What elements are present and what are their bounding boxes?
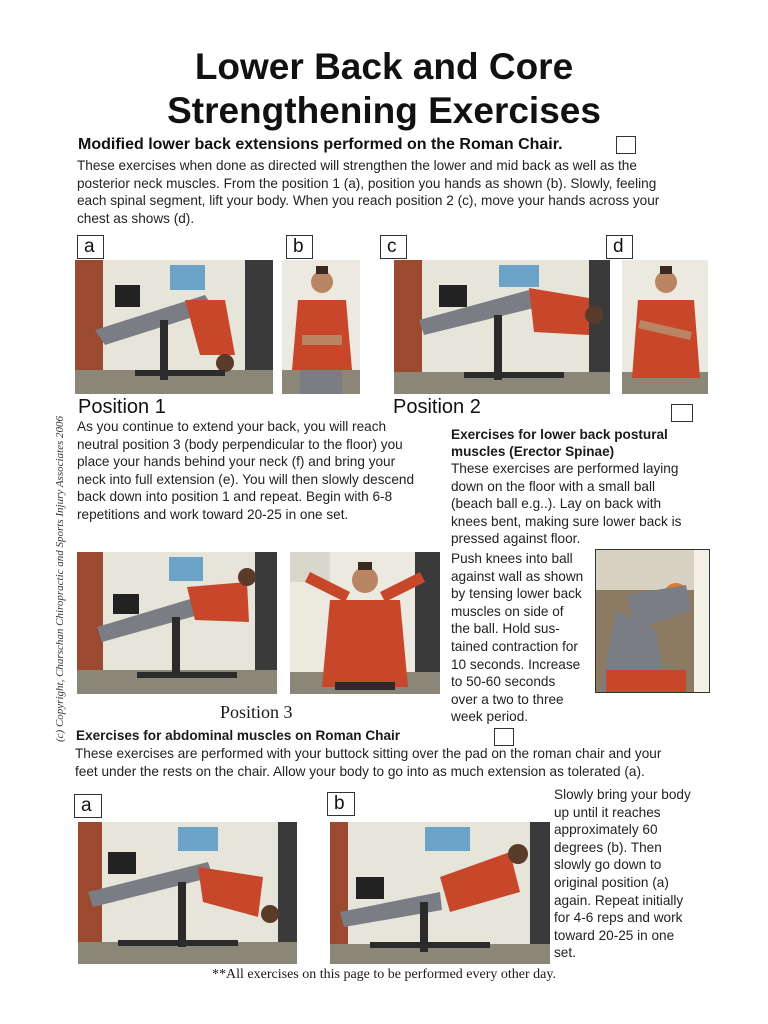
photo-abs-extension <box>78 822 297 964</box>
section2-instructions <box>451 550 593 726</box>
text-line: (beach ball e.g..). Lay on back with <box>451 496 662 512</box>
text-line: These exercises are performed laying <box>451 461 679 476</box>
heading-line: muscles (Erector Spinae) <box>451 444 615 459</box>
photo-d-arms-crossed <box>622 260 708 394</box>
text-line: approximately 60 <box>554 822 658 838</box>
text-line: muscles on side of <box>451 603 564 619</box>
abs-photo-label-b: b <box>327 792 355 816</box>
text-line: neck into full extension (e). You will then slowly descend <box>77 471 415 487</box>
copyright-notice: (c) Copyright, Charschan Chiropractic and Sports Injury Associates 2006 <box>54 415 66 742</box>
section3-heading: Exercises for abdominal muscles on Roman Chair <box>76 728 401 743</box>
text-line: to 50-60 seconds <box>451 674 556 690</box>
text-line: feet under the rests on the chair. Allow your body to go into as much extension as tolerated (a). <box>75 763 645 779</box>
text-line: by tensing lower back <box>451 586 582 602</box>
photo-label-a: a <box>77 235 104 259</box>
text-line: tained contraction for <box>451 638 578 654</box>
text-line: over a two to three <box>451 691 564 707</box>
text-line: These exercises are performed with your buttock sitting over the pad on the roman chair and your <box>75 746 662 761</box>
text-line: for 4-6 reps and work <box>554 910 683 926</box>
photo-position3-hands-behind-neck <box>290 552 440 694</box>
text-line: 10 seconds. Increase <box>451 656 581 672</box>
text-line: slowly go down to <box>554 857 662 873</box>
photo-position3-chair <box>77 552 277 694</box>
section3-checkbox[interactable] <box>494 728 514 746</box>
text-line: back down into position 1 and repeat. Begin with 6-8 <box>77 489 393 505</box>
text-line: against wall as shown <box>451 568 584 584</box>
photo-abs-60-degrees <box>330 822 550 964</box>
photo-a-position1 <box>75 260 273 394</box>
section2-heading <box>451 426 668 460</box>
abs-photo-label-a: a <box>74 794 102 818</box>
section2-checkbox[interactable] <box>671 404 693 422</box>
text-line: These exercises when done as directed will strengthen the lower and mid back as well as the <box>77 158 637 173</box>
position1-label: Position 1 <box>78 396 166 418</box>
text-line: again. Repeat initially <box>554 892 684 908</box>
text-line: Slowly bring your body <box>554 787 691 802</box>
text-line: pressed against floor. <box>451 531 581 547</box>
text-line: place your hands behind your neck (f) and bring your <box>77 454 396 470</box>
text-line: set. <box>554 945 576 961</box>
photo-label-c: c <box>380 235 407 259</box>
text-line: repetitions and work toward 20-25 in one set. <box>77 506 349 522</box>
photo-b-hands-position <box>282 260 360 394</box>
footer-note: **All exercises on this page to be performed every other day. <box>212 967 556 982</box>
text-line: original position (a) <box>554 874 669 890</box>
photo-label-b: b <box>286 235 313 259</box>
text-line: Push knees into ball <box>451 551 573 566</box>
position2-label: Position 2 <box>393 396 481 418</box>
section1-description <box>77 157 717 227</box>
text-line: week period. <box>451 709 529 725</box>
text-line: chest as shows (d). <box>77 210 195 226</box>
section1-continuation <box>77 418 445 524</box>
heading-line: Exercises for lower back postural <box>451 427 668 442</box>
text-line: up until it reaches <box>554 804 661 820</box>
page-title-line2: Strengthening Exercises <box>167 90 601 131</box>
text-line: As you continue to extend your back, you will reach <box>77 419 387 434</box>
photo-label-d: d <box>606 235 633 259</box>
text-line: posterior neck muscles. From the position 1 (a), position you hands as shown (b). Slowly, feeling <box>77 175 657 191</box>
section1-heading: Modified lower back extensions performed on the Roman Chair. <box>78 136 563 153</box>
position3-label: Position 3 <box>220 702 293 722</box>
photo-c-position2 <box>394 260 610 394</box>
page-title-line1: Lower Back and Core <box>194 46 574 87</box>
section3-side-instructions <box>554 786 714 962</box>
section3-description <box>75 745 735 780</box>
section2-description <box>451 460 711 548</box>
photo-ball-wall <box>595 549 710 693</box>
text-line: degrees (b). Then <box>554 839 662 855</box>
text-line: neutral position 3 (body perpendicular to the floor) you <box>77 436 403 452</box>
text-line: knees bent, making sure lower back is <box>451 513 682 529</box>
text-line: the ball. Hold sus- <box>451 621 560 637</box>
text-line: down on the floor with a small ball <box>451 478 656 494</box>
text-line: toward 20-25 in one <box>554 927 675 943</box>
section1-checkbox[interactable] <box>616 136 636 154</box>
text-line: each spinal segment, lift your body. When you reach position 2 (c), move your hands across your <box>77 193 660 209</box>
